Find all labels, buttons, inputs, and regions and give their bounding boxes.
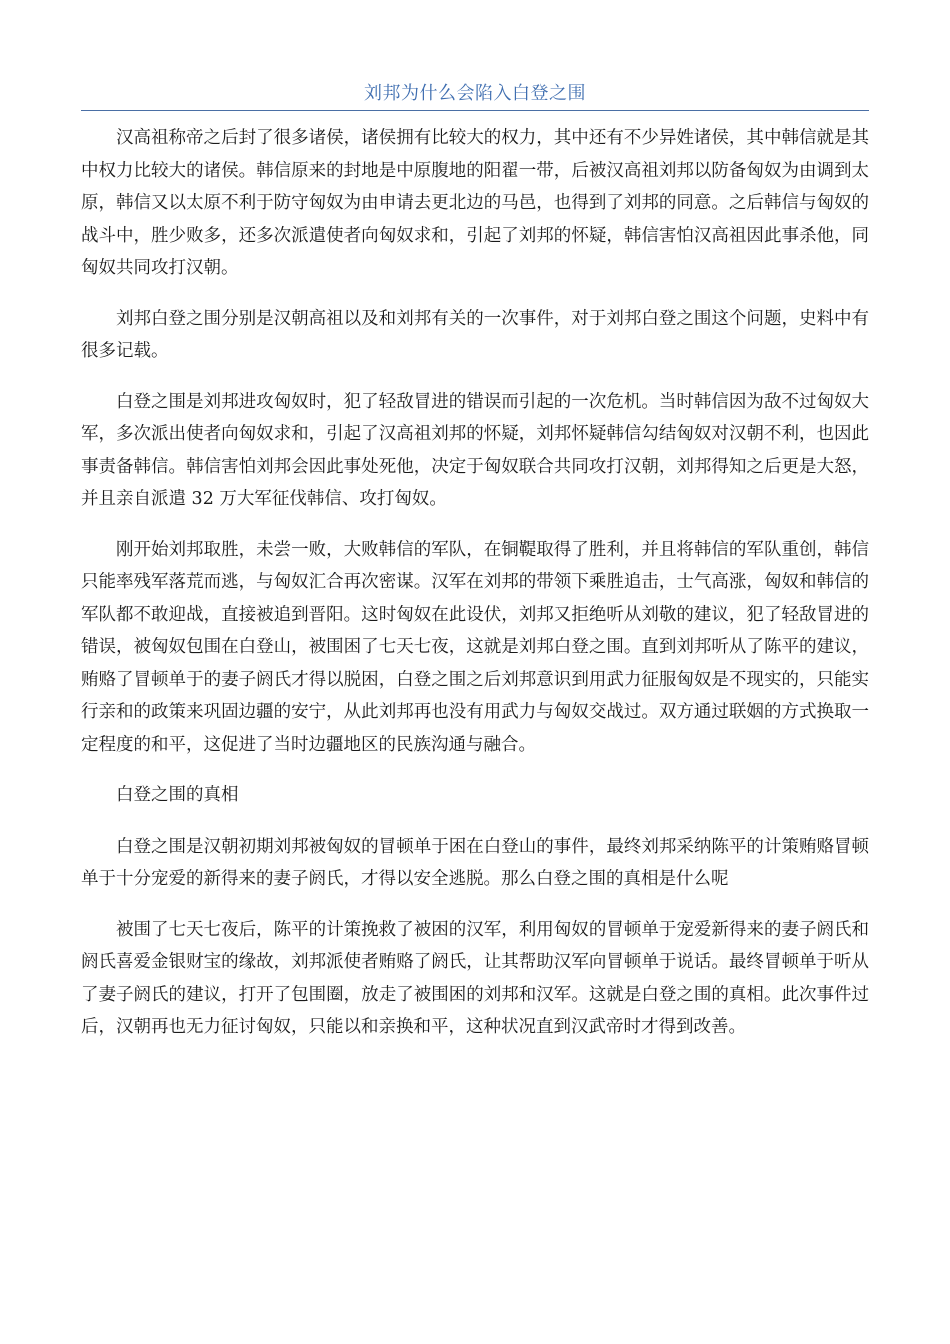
paragraph: 汉高祖称帝之后封了很多诸侯，诸侯拥有比较大的权力，其中还有不少异姓诸侯，其中韩信就是其中权力比较大的诸侯。韩信原来的封地是中原腹地的阳翟一带，后被汉高祖刘邦以防备匈奴为由调到太原，韩信又以太原不利于防守匈奴为由申请去更北边的马邑，也得到了刘邦的同意。之后韩信与匈奴的战斗中，胜少败多，还多次派遣使者向匈奴求和，引起了刘邦的怀疑，韩信害怕汉高祖因此事杀他，同匈奴共同攻打汉朝。 [81, 128, 869, 278]
paragraph: 白登之围是刘邦进攻匈奴时，犯了轻敌冒进的错误而引起的一次危机。当时韩信因为敌不过匈奴大军，多次派出使者向匈奴求和，引起了汉高祖刘邦的怀疑，刘邦怀疑韩信勾结匈奴对汉朝不利，也因此事责备韩信。韩信害怕刘邦会因此事处死他，决定于匈奴联合共同攻打汉朝，刘邦得知之后更是大怒，并且亲自派遣 32 万大军征伐韩信、攻打匈奴。 [81, 391, 869, 509]
paragraph: 白登之围是汉朝初期刘邦被匈奴的冒顿单于困在白登山的事件，最终刘邦采纳陈平的计策贿赂冒顿单于十分宠爱的新得来的妻子阏氏，才得以安全逃脱。那么白登之围的真相是什么呢 [81, 836, 869, 889]
section-heading: 白登之围的真相 [116, 785, 239, 805]
page-header [81, 78, 869, 111]
paragraph: 刚开始刘邦取胜，未尝一败，大败韩信的军队，在铜鞮取得了胜利，并且将韩信的军队重创，韩信只能率残军落荒而逃，与匈奴汇合再次密谋。汉军在刘邦的带领下乘胜追击，士气高涨，匈奴和韩信的军队都不敢迎战，直接被追到晋阳。这时匈奴在此设伏，刘邦又拒绝听从刘敬的建议，犯了轻敌冒进的错误，被匈奴包围在白登山，被围困了七天七夜，这就是刘邦白登之围。直到刘邦听从了陈平的建议，贿赂了冒顿单于的妻子阏氏才得以脱困，白登之围之后刘邦意识到用武力征服匈奴是不现实的，只能实行亲和的政策来巩固边疆的安宁，从此刘邦再也没有用武力与匈奴交战过。双方通过联姻的方式换取一定程度的和平，这促进了当时边疆地区的民族沟通与融合。 [81, 539, 869, 755]
page-title: 刘邦为什么会陷入白登之围 [364, 83, 586, 104]
paragraph: 被围了七天七夜后，陈平的计策挽救了被困的汉军，利用匈奴的冒顿单于宠爱新得来的妻子阏氏和阏氏喜爱金银财宝的缘故，刘邦派使者贿赂了阏氏，让其帮助汉军向冒顿单于说话。最终冒顿单于听从了妻子阏氏的建议，打开了包围圈，放走了被围困的刘邦和汉军。这就是白登之围的真相。此次事件过后，汉朝再也无力征讨匈奴，只能以和亲换和平，这种状况直到汉武帝时才得到改善。 [81, 919, 869, 1037]
paragraph: 刘邦白登之围分别是汉朝高祖以及和刘邦有关的一次事件，对于刘邦白登之围这个问题，史料中有很多记载。 [81, 308, 869, 361]
article-body [81, 122, 869, 1062]
